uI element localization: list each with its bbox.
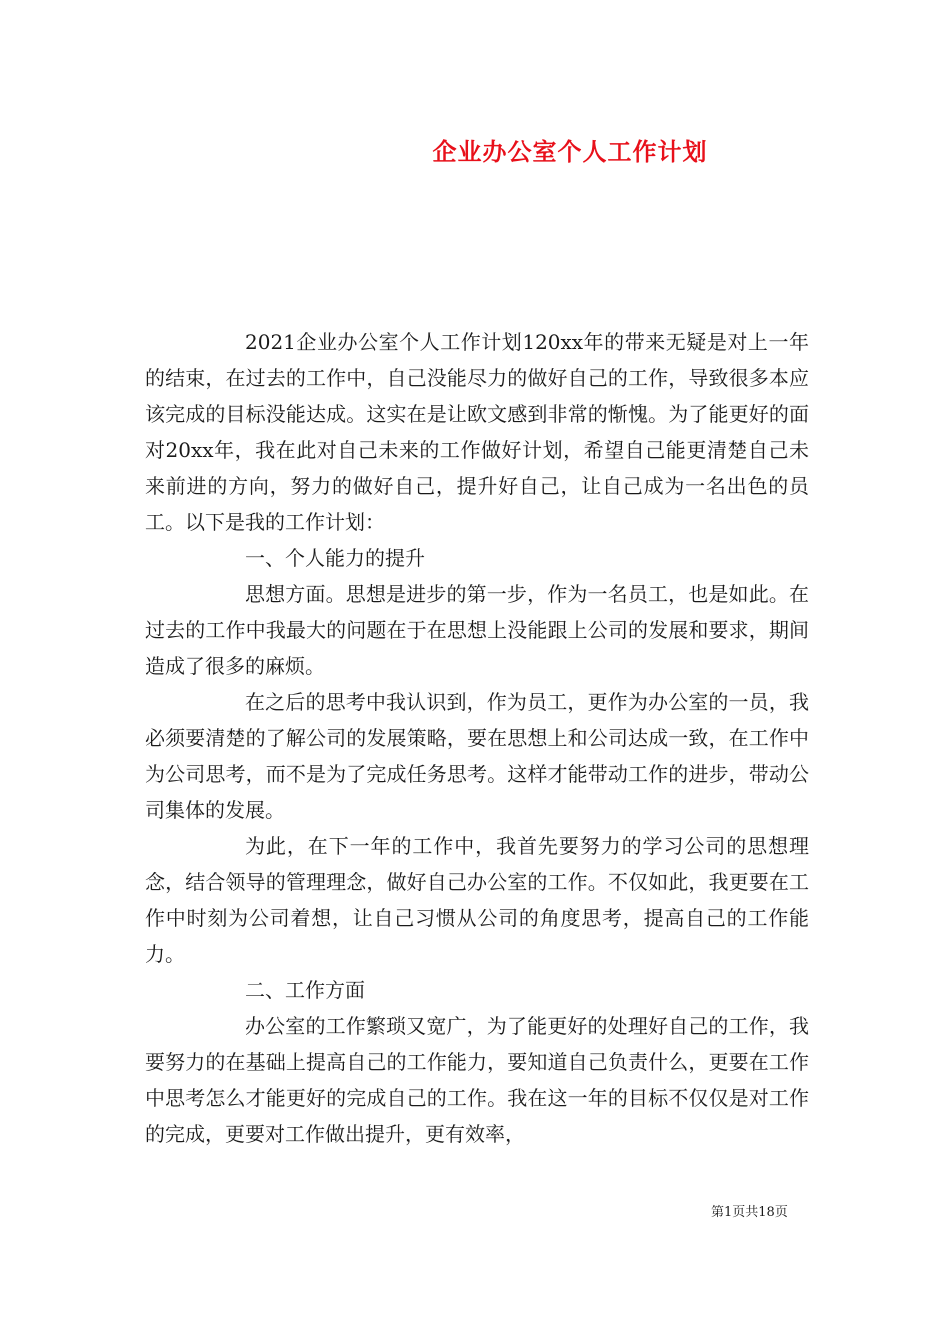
page-number: 第1页共18页 xyxy=(711,1205,788,1220)
paragraph-reflection: 在之后的思考中我认识到，作为员工，更作为办公室的一员，我必须要清楚的了解公司的发展策略，要在思想上和公司达成一致，在工作中为公司思考，而不是为了完成任务思考。这样才能带动工作的进步，带动公司集体的发展。 xyxy=(145,690,809,822)
paragraph-plan: 为此，在下一年的工作中，我首先要努力的学习公司的思想理念，结合领导的管理理念，做好自己办公室的工作。不仅如此，我更要在工作中时刻为公司着想，让自己习惯从公司的角度思考，提高自己的工作能力。 xyxy=(145,834,809,966)
paragraph-intro: 2021企业办公室个人工作计划120xx年的带来无疑是对上一年的结束，在过去的工作中，自己没能尽力的做好自己的工作，导致很多本应该完成的目标没能达成。这实在是让欧文感到非常的惭愧。为了能更好的面对20xx年，我在此对自己未来的工作做好计划，希望自己能更清楚自己未来前进的方向，努力的做好自己，提升好自己，让自己成为一名出色的员工。以下是我的工作计划： xyxy=(145,330,809,534)
document-title: 企业办公室个人工作计划 xyxy=(432,137,708,166)
paragraph-thinking: 思想方面。思想是进步的第一步，作为一名员工，也是如此。在过去的工作中我最大的问题在于在思想上没能跟上公司的发展和要求，期间造成了很多的麻烦。 xyxy=(145,582,809,678)
section-heading-1: 一、个人能力的提升 xyxy=(245,546,425,570)
section-heading-2: 二、工作方面 xyxy=(245,978,365,1002)
document-body xyxy=(145,324,809,1152)
paragraph-work: 办公室的工作繁琐又宽广，为了能更好的处理好自己的工作，我要努力的在基础上提高自己的工作能力，要知道自己负责什么，更要在工作中思考怎么才能更好的完成自己的工作。我在这一年的目标不仅仅是对工作的完成，更要对工作做出提升，更有效率， xyxy=(145,1014,809,1146)
